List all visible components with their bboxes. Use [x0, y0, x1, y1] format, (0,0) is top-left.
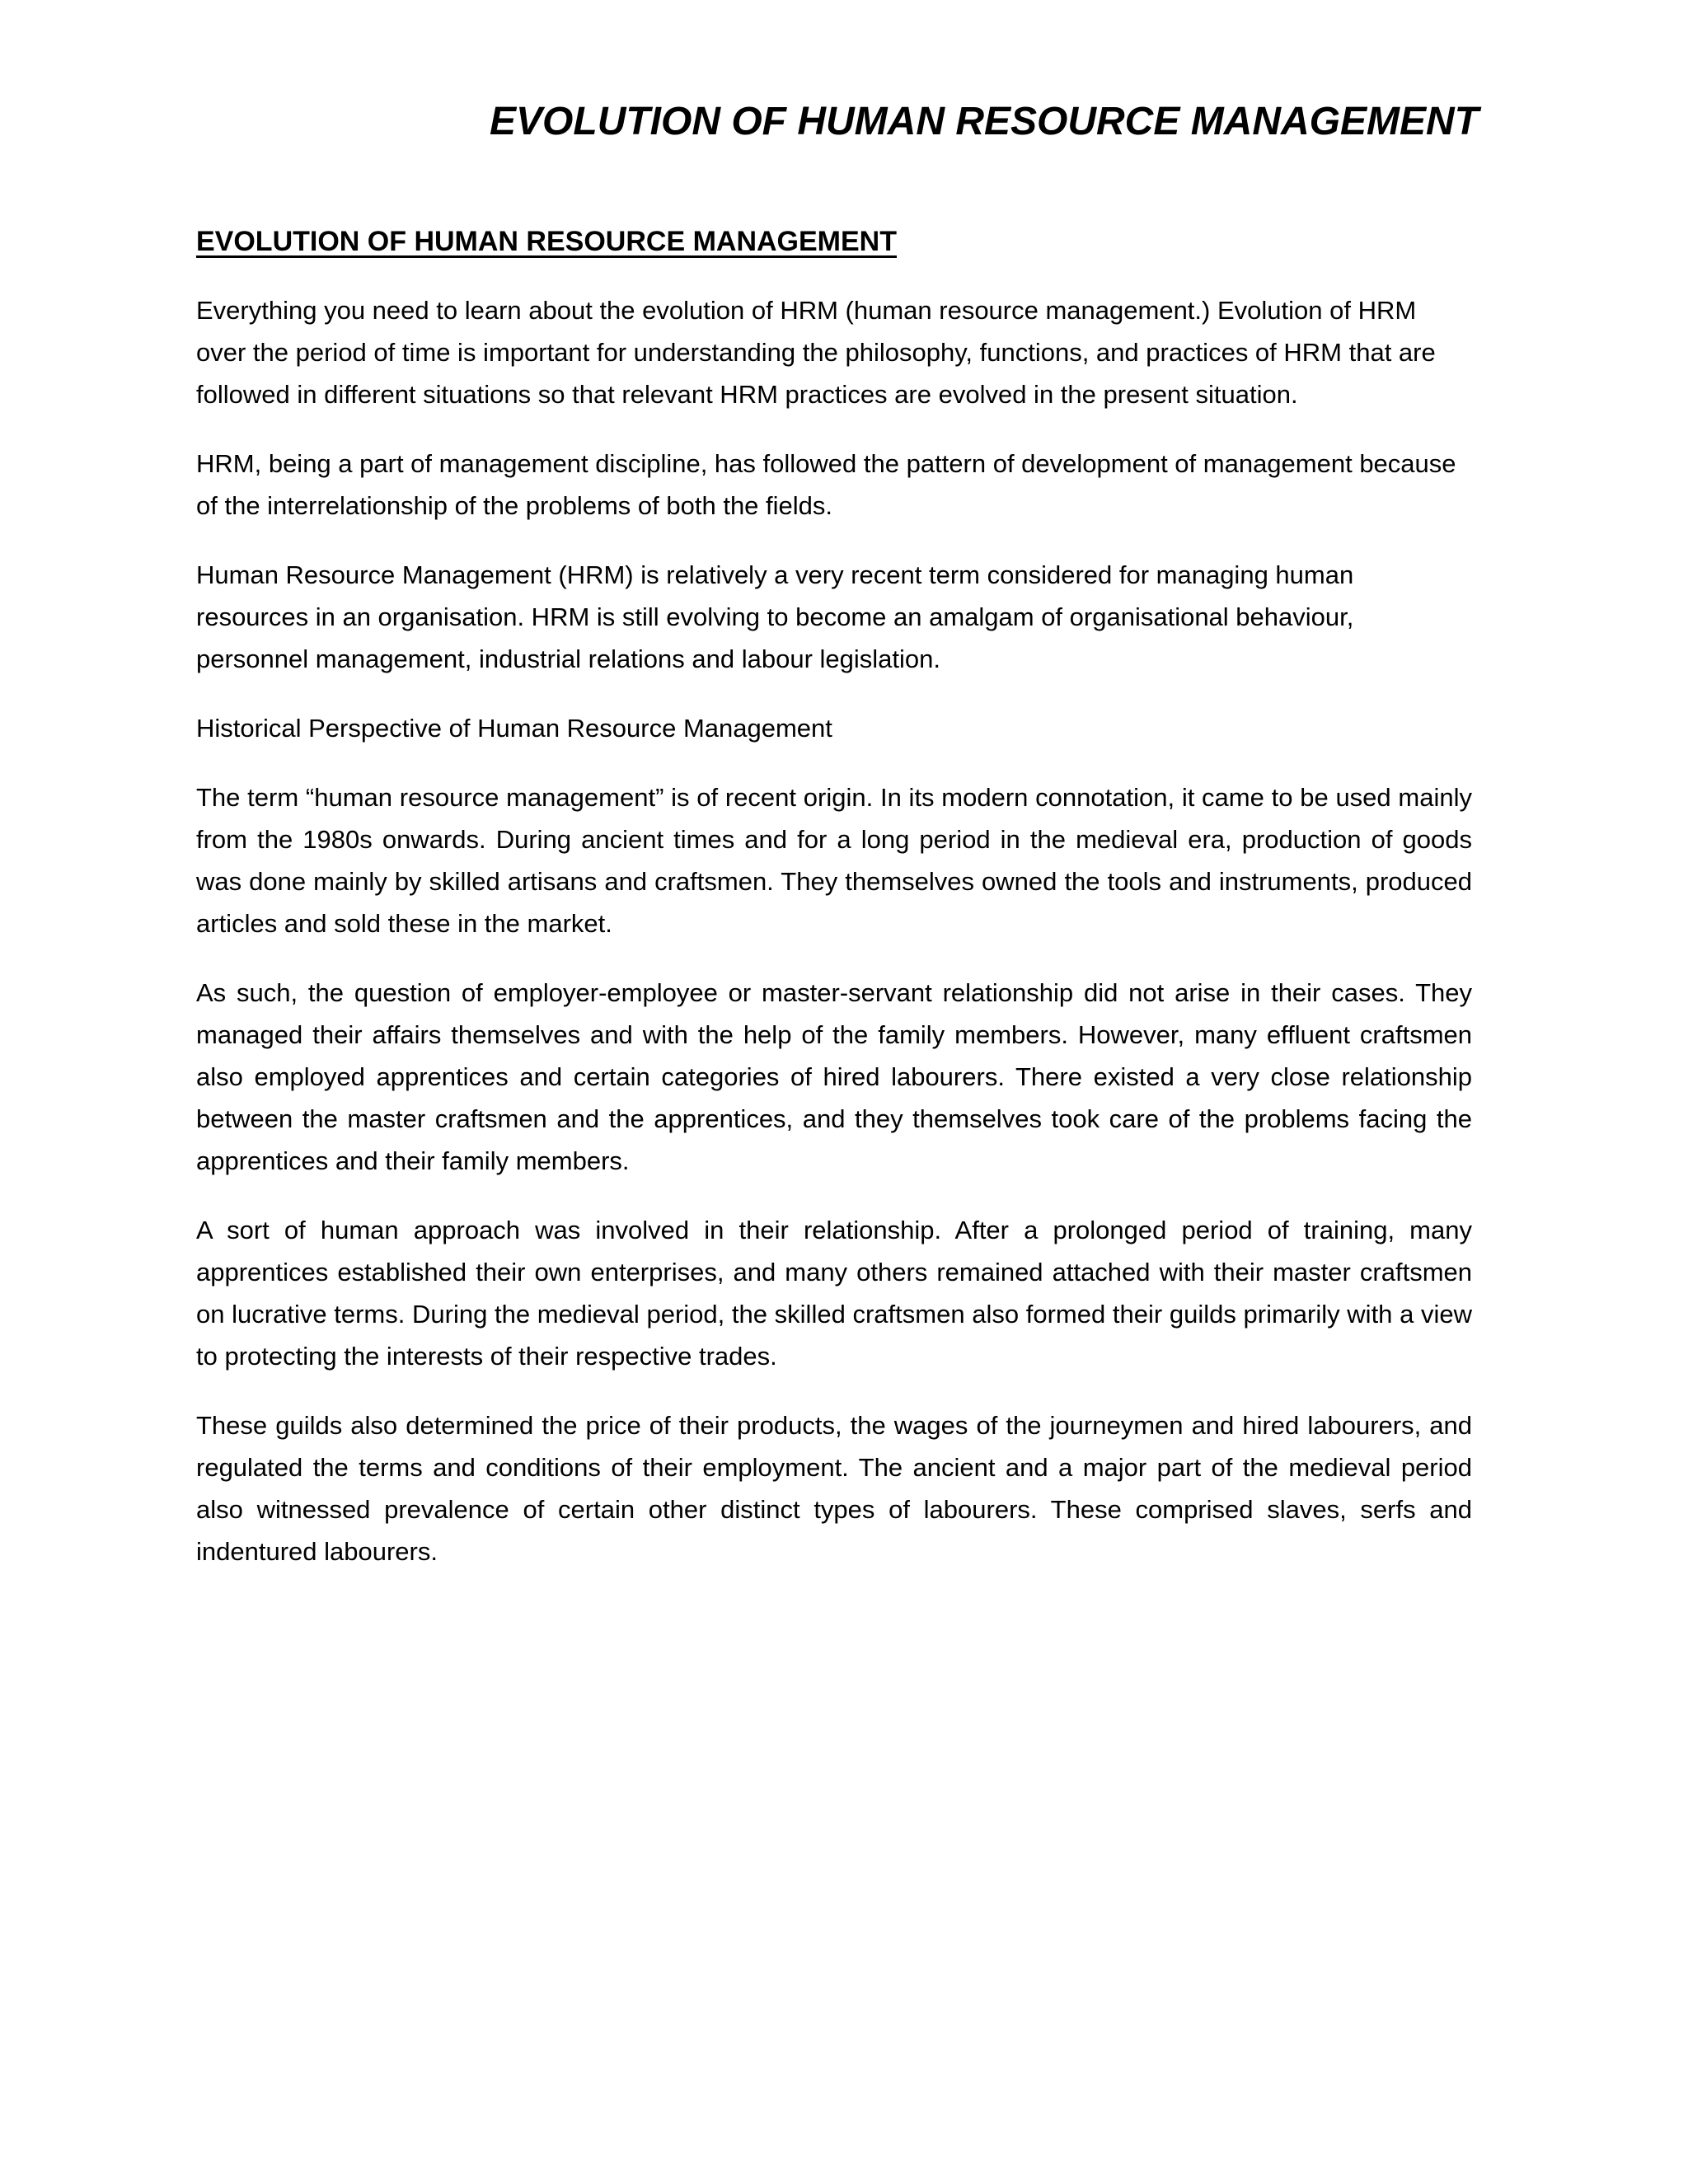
- document-body: [196, 221, 1472, 1600]
- paragraph-guilds: These guilds also determined the price of their products, the wages of the journeymen and hired labourers, and regulated the terms and conditions of their employment. The ancient and a major part of the medieval period also witnessed prevalence of certain other distinct types of labourers. These comprised slaves, serfs and indentured labourers.: [196, 1411, 1472, 1566]
- paragraph-master-servant: As such, the question of employer-employee or master-servant relationship did not arise in their cases. They managed their affairs themselves and with the help of the family members. However, many effluent craftsmen also employed apprentices and certain categories of hired labourers. There existed a very close relationship between the master craftsmen and the apprentices, and they themselves took care of the problems facing the apprentices and their family members.: [196, 978, 1472, 1175]
- paragraph-recent-origin: The term “human resource management” is of recent origin. In its modern connotation, it came to be used mainly from the 1980s onwards. During ancient times and for a long period in the medieval era, production of goods was done mainly by skilled artisans and craftsmen. They themselves owned the tools and instruments, produced articles and sold these in the market.: [196, 783, 1472, 938]
- paragraph-intro: Everything you need to learn about the evolution of HRM (human resource management.) Evolution of HRM over the period of time is important for understanding the philosophy, functions, and practices of HRM that are followed in different situations so that relevant HRM practices are evolved in the present situation.: [196, 296, 1436, 409]
- paragraph-hrm-definition: Human Resource Management (HRM) is relatively a very recent term considered for managing human resources in an organisation. HRM is still evolving to become an amalgam of organisational behaviour, personnel management, industrial relations and labour legislation.: [196, 560, 1354, 673]
- running-header-title: EVOLUTION OF HUMAN RESOURCE MANAGEMENT: [490, 100, 1479, 143]
- section-heading: EVOLUTION OF HUMAN RESOURCE MANAGEMENT: [196, 226, 897, 257]
- subheading-historical-perspective: Historical Perspective of Human Resource Management: [196, 714, 832, 743]
- paragraph-human-approach: A sort of human approach was involved in their relationship. After a prolonged period of training, many apprentices established their own enterprises, and many others remained attached with their master craftsmen on lucrative terms. During the medieval period, the skilled craftsmen also formed their guilds primarily with a view to protecting the interests of their respective trades.: [196, 1216, 1472, 1371]
- paragraph-management-discipline: HRM, being a part of management discipline, has followed the pattern of development of management because of the interrelationship of the problems of both the fields.: [196, 449, 1456, 520]
